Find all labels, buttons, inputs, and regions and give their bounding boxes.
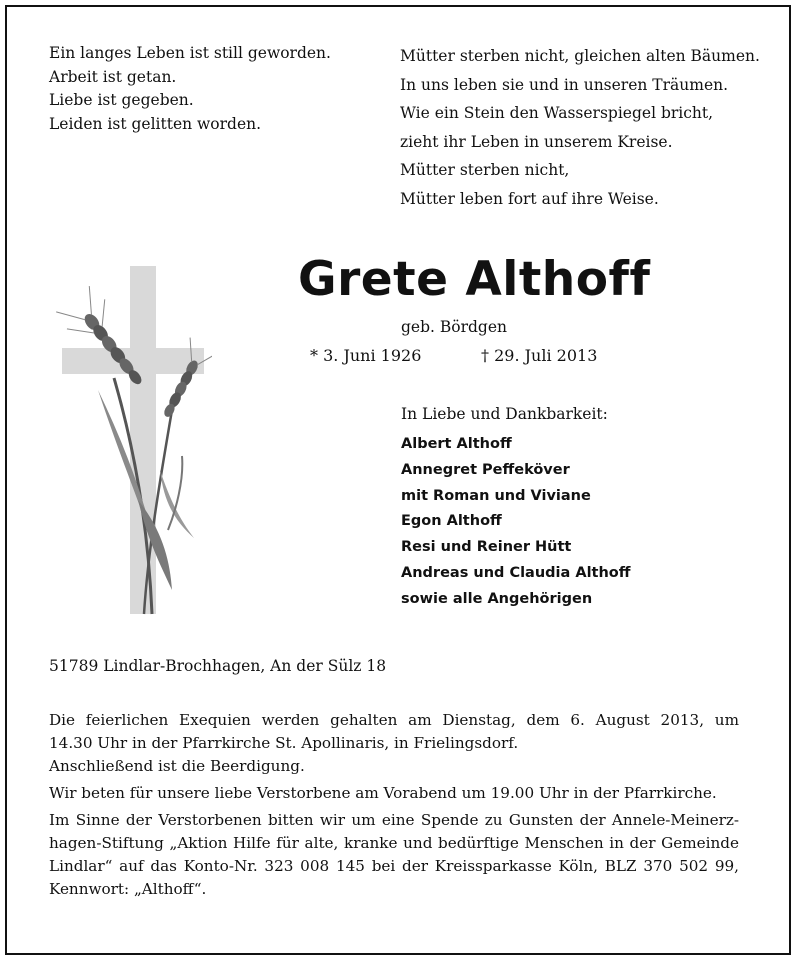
poem-right-line: Wie ein Stein den Wasserspiegel bricht,	[400, 104, 714, 122]
mourner-name: Resi und Reiner Hütt	[401, 539, 572, 556]
maiden-name: geb. Bördgen	[401, 318, 508, 336]
donation-line: hagen-Stiftung „Aktion Hilfe für alte, kranke und bedürftige Menschen in der Gemeinde	[49, 834, 739, 852]
service-paragraph	[49, 709, 739, 778]
mourner-name: Andreas und Claudia Althoff	[401, 564, 631, 581]
poem-right-line: In uns leben sie und in unseren Träumen.	[400, 75, 729, 94]
prayer-line: Wir beten für unsere liebe Verstorbene am Vorabend um 19.00 Uhr in der Pfarrkirche.	[49, 784, 717, 802]
service-line: Anschließend ist die Beerdigung.	[49, 757, 305, 775]
donation-line: Im Sinne der Verstorbenen bitten wir um eine Spende zu Gunsten der Annele-Meinerz-	[49, 811, 739, 829]
cross-with-wheat-icon	[52, 260, 212, 616]
service-information	[49, 709, 739, 905]
poem-right-line: Mütter leben fort auf ihre Weise.	[400, 189, 659, 208]
poem-left	[49, 42, 379, 136]
mourner-name: Egon Althoff	[401, 513, 502, 530]
prayer-paragraph	[49, 782, 739, 805]
donation-line: Lindlar“ auf das Konto-Nr. 323 008 145 bei der Kreissparkasse Köln, BLZ 370 502 99,	[49, 857, 739, 875]
birth-date: * 3. Juni 1926	[310, 346, 422, 365]
poem-left-line: Arbeit ist getan.	[49, 67, 177, 86]
poem-right-line: Mütter sterben nicht, gleichen alten Bäumen.	[400, 47, 760, 65]
deceased-name: Grete Althoff	[298, 252, 651, 307]
service-line: 14.30 Uhr in der Pfarrkirche St. Apollinaris, in Frielingsdorf.	[49, 734, 519, 752]
death-date: † 29. Juli 2013	[481, 346, 598, 365]
donation-paragraph	[49, 809, 739, 901]
poem-left-line: Ein langes Leben ist still geworden.	[49, 44, 331, 62]
mourner-name: sowie alle Angehörigen	[401, 590, 593, 607]
thanks-line: In Liebe und Dankbarkeit:	[401, 405, 608, 423]
donation-line: Kennwort: „Althoff“.	[49, 880, 207, 898]
poem-left-line: Leiden ist gelitten worden.	[49, 114, 262, 133]
service-line: Die feierlichen Exequien werden gehalten am Dienstag, dem 6. August 2013, um	[49, 711, 739, 729]
poem-right	[400, 42, 780, 213]
cross-vertical-beam	[130, 266, 156, 614]
poem-right-line: Mütter sterben nicht,	[400, 161, 570, 179]
family-address: 51789 Lindlar-Brochhagen, An der Sülz 18	[49, 657, 387, 675]
mourners-list	[401, 432, 631, 613]
mourner-name: Annegret Peffeköver	[401, 461, 570, 478]
mourner-name: Albert Althoff	[401, 436, 512, 452]
poem-left-line: Liebe ist gegeben.	[49, 91, 194, 109]
mourner-name: mit Roman und Viviane	[401, 487, 591, 504]
poem-right-line: zieht ihr Leben in unserem Kreise.	[400, 132, 673, 151]
